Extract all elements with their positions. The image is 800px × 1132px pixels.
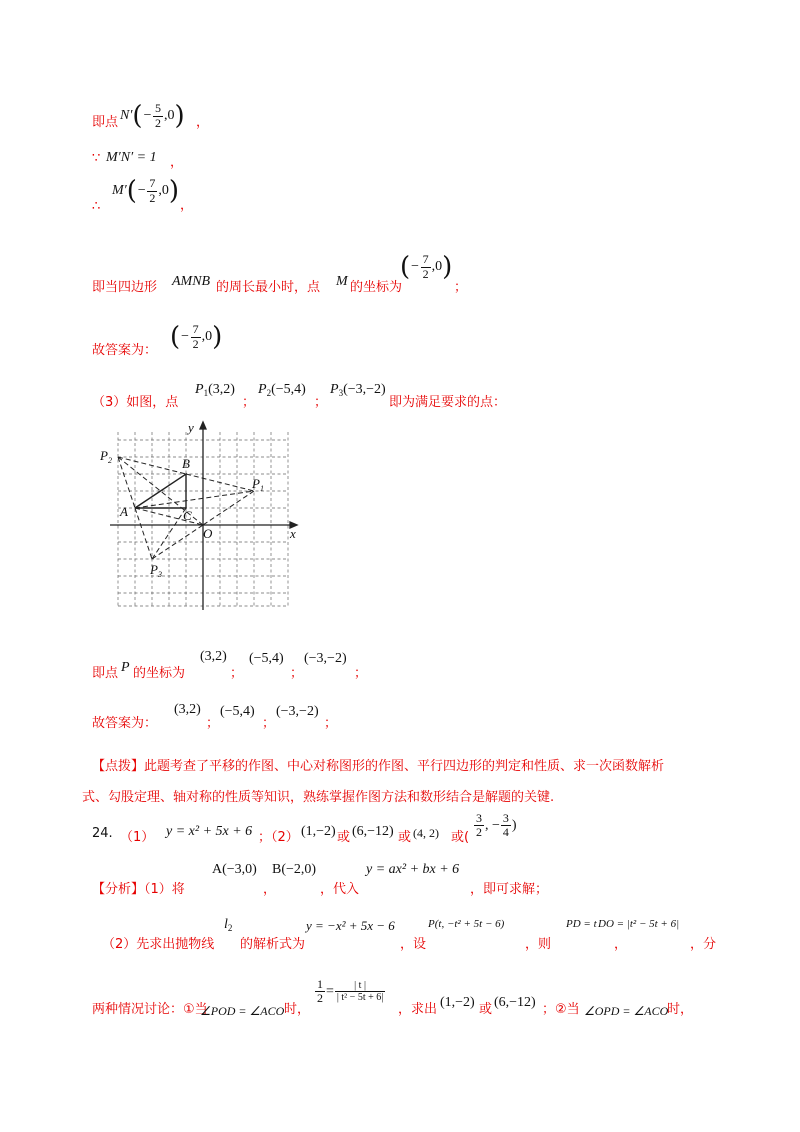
text: 或 [337,830,351,845]
text: ，代入 [320,882,360,897]
value-2: (−5,4) [249,651,284,666]
frac-den: 2 [149,190,156,205]
math-tail: ,0 [201,329,213,345]
coordinate-graph [100,420,305,615]
text: （3）如图，点 [92,395,179,410]
math-tail: ,0 [164,108,175,124]
text: 故答案为： [92,343,158,358]
frac-num: 1 [317,977,323,991]
punct: ； [230,666,244,681]
frac-den: 4 [502,825,509,840]
text: 或 [398,830,412,845]
value-2: (6,−12) [352,824,394,839]
punct: ； [324,716,338,731]
label-c: C [183,508,192,523]
text: 的坐标为 [133,666,186,681]
label-o: O [203,526,213,541]
math-var: P [121,660,130,675]
math-expr: $\frac{1}{2}$ = $\frac{| t |}{\text{| t² − 5t + 6|}}$ [317,977,384,1006]
value-1: (1,−2) [301,824,336,839]
text: 故答案为： [92,716,158,731]
text: 时， [667,1002,694,1017]
text: ，即可求解； [470,882,549,897]
math-tail: ,0 [158,183,169,199]
label-b: B [182,456,190,471]
text: 或( [451,830,470,845]
text: 的坐标为 [350,280,403,295]
math-expr: DO = |t² − 5t + 6| [598,918,680,930]
punct: ； [262,716,276,731]
math-expr: y = −x² + 5x − 6 [306,918,395,933]
punct: ， [263,882,277,897]
label-x: x [290,526,296,541]
punct: ； [354,666,368,681]
value-1: (3,2) [174,702,201,717]
frac-den: | t² − 5t + 6| [336,992,384,1004]
text: 即点 [92,115,119,130]
frac-den: 2 [192,336,199,351]
math-tail: ,0 [431,259,443,275]
math-expr: $l_2$ [224,917,233,933]
math-expr: N′(− $\frac{5}{2}$ ,0) [120,101,185,131]
text: ，求出 [398,1002,438,1017]
text: （2）先求出抛物线 [102,937,215,952]
value-1: (3,2) [200,649,227,664]
value-1: (1,−2) [440,995,475,1010]
math-expr: y = x² + 5x + 6 [166,824,253,839]
punct: ； [242,395,256,410]
text: ，分 [690,937,717,952]
math-expr: M′(− $\frac{7}{2}$ ,0) [112,176,179,206]
text: 或 [479,1002,493,1017]
math-expr: P(t, −t² + 5t − 6) [428,918,505,930]
frac-num: 7 [192,322,199,337]
question-number: 24. [92,826,113,841]
point-p2: $P_2(-5,4)$ [258,382,306,398]
frac-num: 3 [502,811,509,825]
math-var: AMNB [172,274,211,289]
value-3: (4, 2) [413,826,439,840]
text: ；（2） [258,830,299,845]
punct: ； [290,666,304,681]
text: ，则 [525,937,552,952]
frac-num: 7 [149,176,156,191]
point-p3: $P_3(-3,-2)$ [330,382,386,398]
math-var: M [336,274,348,289]
text: 的周长最小时，点 [216,280,321,295]
label-p1: $P_1$ [252,476,264,493]
label-a: A [120,504,128,519]
text: （1） [120,830,155,845]
text: 即点 [92,666,119,681]
because-sym: ∵ [92,151,101,166]
punct: ； [454,280,468,295]
math-var: N′ [120,108,133,124]
text: 即为满足要求的点： [389,395,507,410]
text: 【分析】（1）将 [92,882,185,897]
punct: ； [314,395,328,410]
frac-den: 2 [317,991,323,1006]
value-3: (−3,−2) [276,704,319,719]
math-expr: (− $\frac{7}{2}$ ,0) [400,252,453,282]
frac-den: 2 [422,266,429,281]
value-3: (−3,−2) [304,651,347,666]
math-expr: PD = t [566,918,597,930]
math-expr: B(−2,0) [272,862,317,877]
point-p1: $P_1(3,2)$ [195,382,235,398]
frac-num: 3 [476,811,482,825]
value-2: (−5,4) [220,704,255,719]
text: 时， [284,1002,311,1017]
text: ，设 [400,937,427,952]
label-p2: $P_2$ [100,448,112,465]
frac-num: 5 [155,101,162,116]
remark-line-2: 式、勾股定理、轴对称的性质等知识，熟练掌握作图方法和数形结合是解题的关键. [82,790,555,805]
math-expr: (− $\frac{7}{2}$ ,0) [170,322,223,352]
math-expr: ∠POD = ∠ACO [200,1004,285,1018]
label-p3: $P_3$ [150,562,162,579]
text: ， [614,937,628,952]
remark-line-1: 【点拨】此题考查了平移的作图、中心对称图形的作图、平行四边形的判定和性质、求一次函数解析 [92,759,665,774]
frac-den: 2 [476,825,482,840]
frac-num: | t | [335,980,385,992]
math-expr: y = ax² + bx + 6 [366,862,460,877]
math-expr: A(−3,0) [212,862,257,877]
punct: ， [170,155,184,170]
math-expr: $\frac{3}{2}$ , − $\frac{3}{4}$ ) [476,811,517,840]
label-y: y [188,420,194,435]
text: ；②当 [542,1002,580,1017]
text: 两种情况讨论：①当 [92,1002,208,1017]
text: 的解析式为 [240,937,306,952]
text: 即当四边形 [92,280,158,295]
frac-num: 7 [422,252,429,267]
value-2: (6,−12) [494,995,536,1010]
frac-den: 2 [155,115,162,130]
math-expr: ∠OPD = ∠ACO [584,1004,669,1018]
therefore-sym: ∴ [92,199,101,214]
punct: ， [196,115,210,130]
punct: ； [206,716,220,731]
math-expr: M′N′ = 1 [106,150,157,165]
punct: ， [180,198,194,213]
math-var: M′ [112,183,127,199]
